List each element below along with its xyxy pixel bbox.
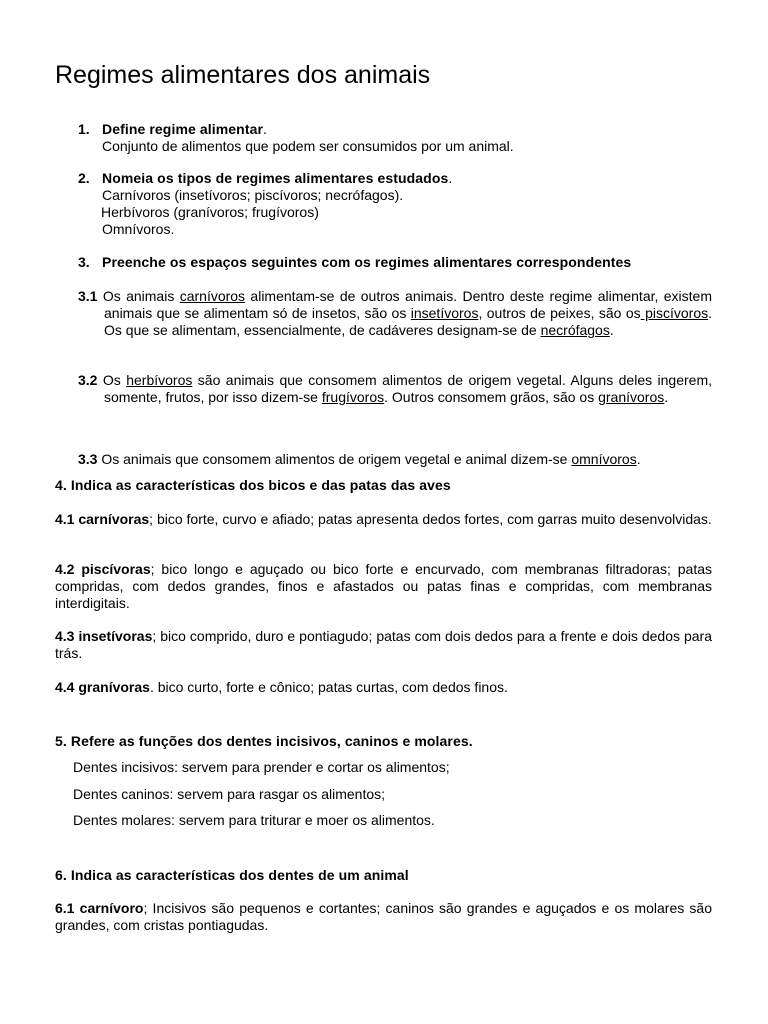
fill-answer: necrófagos bbox=[540, 322, 610, 338]
question-text: Define regime alimentar bbox=[102, 121, 264, 137]
answer-text: Conjunto de alimentos que podem ser consumidos por um animal. bbox=[102, 138, 514, 154]
item-label: 6.1 carnívoro bbox=[55, 900, 144, 916]
question-number: 2. bbox=[78, 170, 90, 186]
fill-answer: frugívoros bbox=[321, 389, 385, 405]
subquestion-number: 3.3 bbox=[78, 451, 98, 467]
answer-6-1: 6.1 carnívoro; Incisivos são pequenos e cortantes; caninos são grandes e aguçados e os molares são grandes, com cristas pontiagudas. bbox=[55, 900, 712, 933]
question-text: Preenche os espaços seguintes com os regimes alimentares correspondentes bbox=[102, 254, 632, 270]
teeth-function-line: Dentes molares: servem para triturar e moer os alimentos. bbox=[73, 812, 435, 828]
answer-4-2: 4.2 piscívoras; bico longo e aguçado ou bico forte e encurvado, com membranas filtradoras; patas compridas, com dedos grandes, finos e afastados ou patas finas e compridas, com membranas interdigitais. bbox=[55, 561, 712, 611]
answer-4-1: 4.1 carnívoras; bico forte, curvo e afiado; patas apresenta dedos fortes, com garras muito desenvolvidas. bbox=[55, 511, 712, 527]
subquestion-3-1: 3.1 Os animais carnívoros alimentam-se de outros animais. Dentro deste regime alimentar, existem animais que se alimentam só de insetos, são os insetívoros, outros de peixes, são os piscívoros. Os que se alimentam, essencialmente, de cadáveres designam-se de necrófagos. bbox=[78, 288, 713, 338]
teeth-function-line: Dentes caninos: servem para rasgar os alimentos; bbox=[73, 786, 386, 802]
subquestion-number: 3.1 bbox=[78, 288, 98, 304]
fill-answer: granívoros bbox=[598, 389, 665, 405]
item-label: 4.4 granívoras bbox=[55, 679, 150, 695]
question-text: Nomeia os tipos de regimes alimentares estudados bbox=[102, 170, 449, 186]
question-3 bbox=[55, 254, 712, 271]
fill-answer: insetívoros bbox=[410, 305, 479, 321]
answer-4-4: 4.4 granívoras. bico curto, forte e cônico; patas curtas, com dedos finos. bbox=[55, 679, 508, 695]
question-6-heading: 6. Indica as características dos dentes de um animal bbox=[55, 867, 409, 883]
item-label: 4.1 carnívoras bbox=[55, 511, 150, 527]
question-1: 1. Define regime alimentar. Conjunto de alimentos que podem ser consumidos por um animal. bbox=[55, 121, 712, 155]
teeth-function-line: Dentes incisivos: servem para prender e cortar os alimentos; bbox=[73, 759, 450, 775]
item-label: 4.3 insetívoras bbox=[55, 628, 153, 644]
fill-answer: carnívoros bbox=[179, 288, 246, 304]
question-number: 3. bbox=[78, 254, 90, 270]
fill-answer: omnívoros bbox=[571, 451, 637, 467]
question-number: 1. bbox=[78, 121, 90, 137]
question-5-heading: 5. Refere as funções dos dentes incisivos, caninos e molares. bbox=[55, 733, 473, 749]
item-label: 4.2 piscívoras bbox=[55, 561, 151, 577]
subquestion-3-3: 3.3 Os animais que consomem alimentos de origem vegetal e animal dizem-se omnívoros. bbox=[78, 451, 641, 467]
subquestion-number: 3.2 bbox=[78, 372, 98, 388]
answer-line: Omnívoros. bbox=[102, 221, 175, 237]
page-title: Regimes alimentares dos animais bbox=[55, 61, 431, 89]
answer-line: Carnívoros (insetívoros; piscívoros; necrófagos). bbox=[102, 187, 404, 203]
fill-answer: piscívoros bbox=[640, 305, 709, 321]
answer-line: Herbívoros (granívoros; frugívoros) bbox=[101, 204, 319, 220]
question-2: 2. Nomeia os tipos de regimes alimentares estudados. Carnívoros (insetívoros; piscívoros; necrófagos). Herbívoros (granívoros; frugívoros) Omnívoros. bbox=[55, 170, 712, 238]
answer-4-3: 4.3 insetívoras; bico comprido, duro e pontiagudo; patas com dois dedos para a frente e dois dedos para trás. bbox=[55, 628, 712, 661]
question-4-heading: 4. Indica as características dos bicos e das patas das aves bbox=[55, 477, 451, 493]
subquestion-3-2: 3.2 Os herbívoros são animais que consomem alimentos de origem vegetal. Alguns deles ingerem, somente, frutos, por isso dizem-se frugívoros. Outros consomem grãos, são os granívoros. bbox=[78, 372, 712, 405]
fill-answer: herbívoros bbox=[126, 372, 193, 388]
